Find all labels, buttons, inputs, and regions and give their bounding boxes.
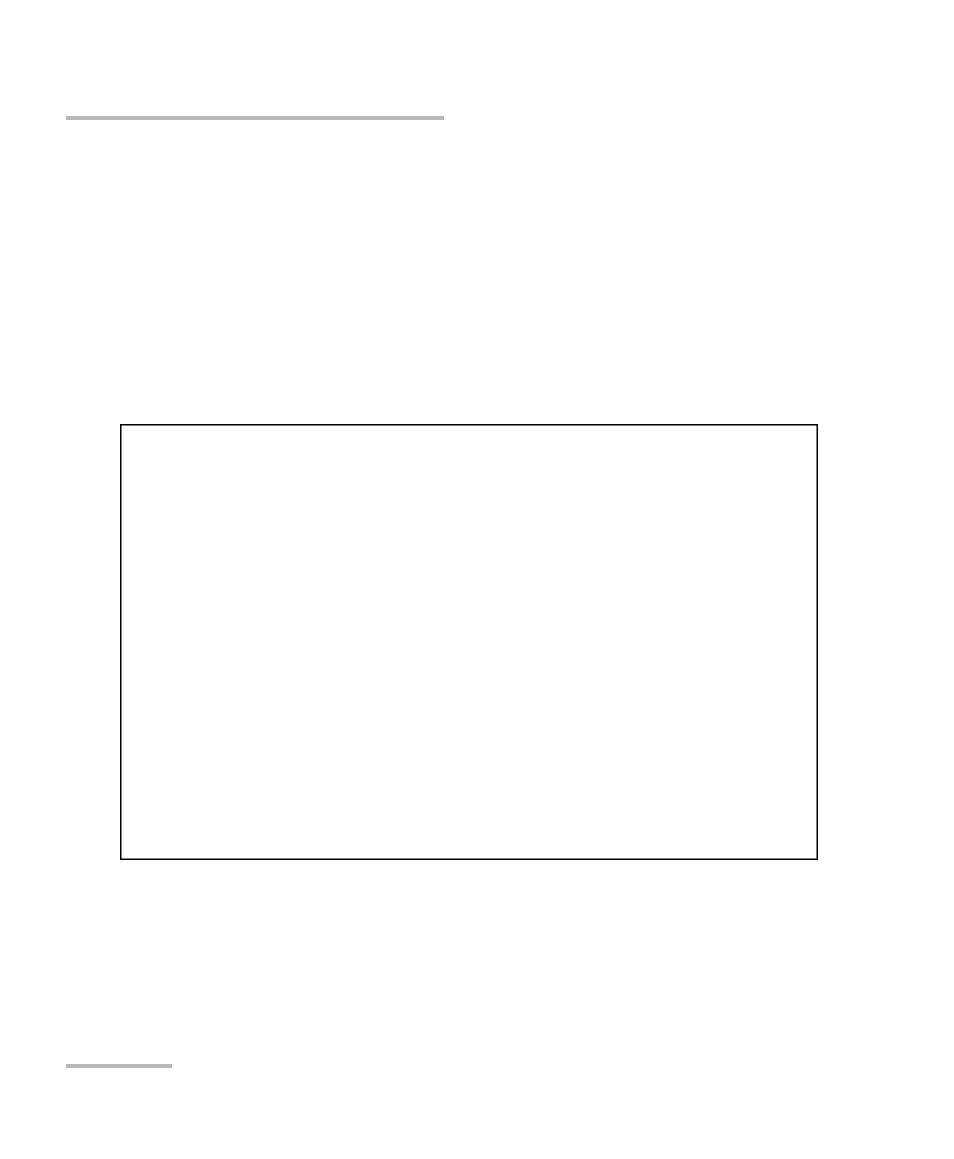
header-rule	[66, 116, 444, 120]
footer-rule	[66, 1064, 172, 1068]
figure-frame	[121, 425, 818, 860]
tcm-figure	[120, 424, 818, 860]
